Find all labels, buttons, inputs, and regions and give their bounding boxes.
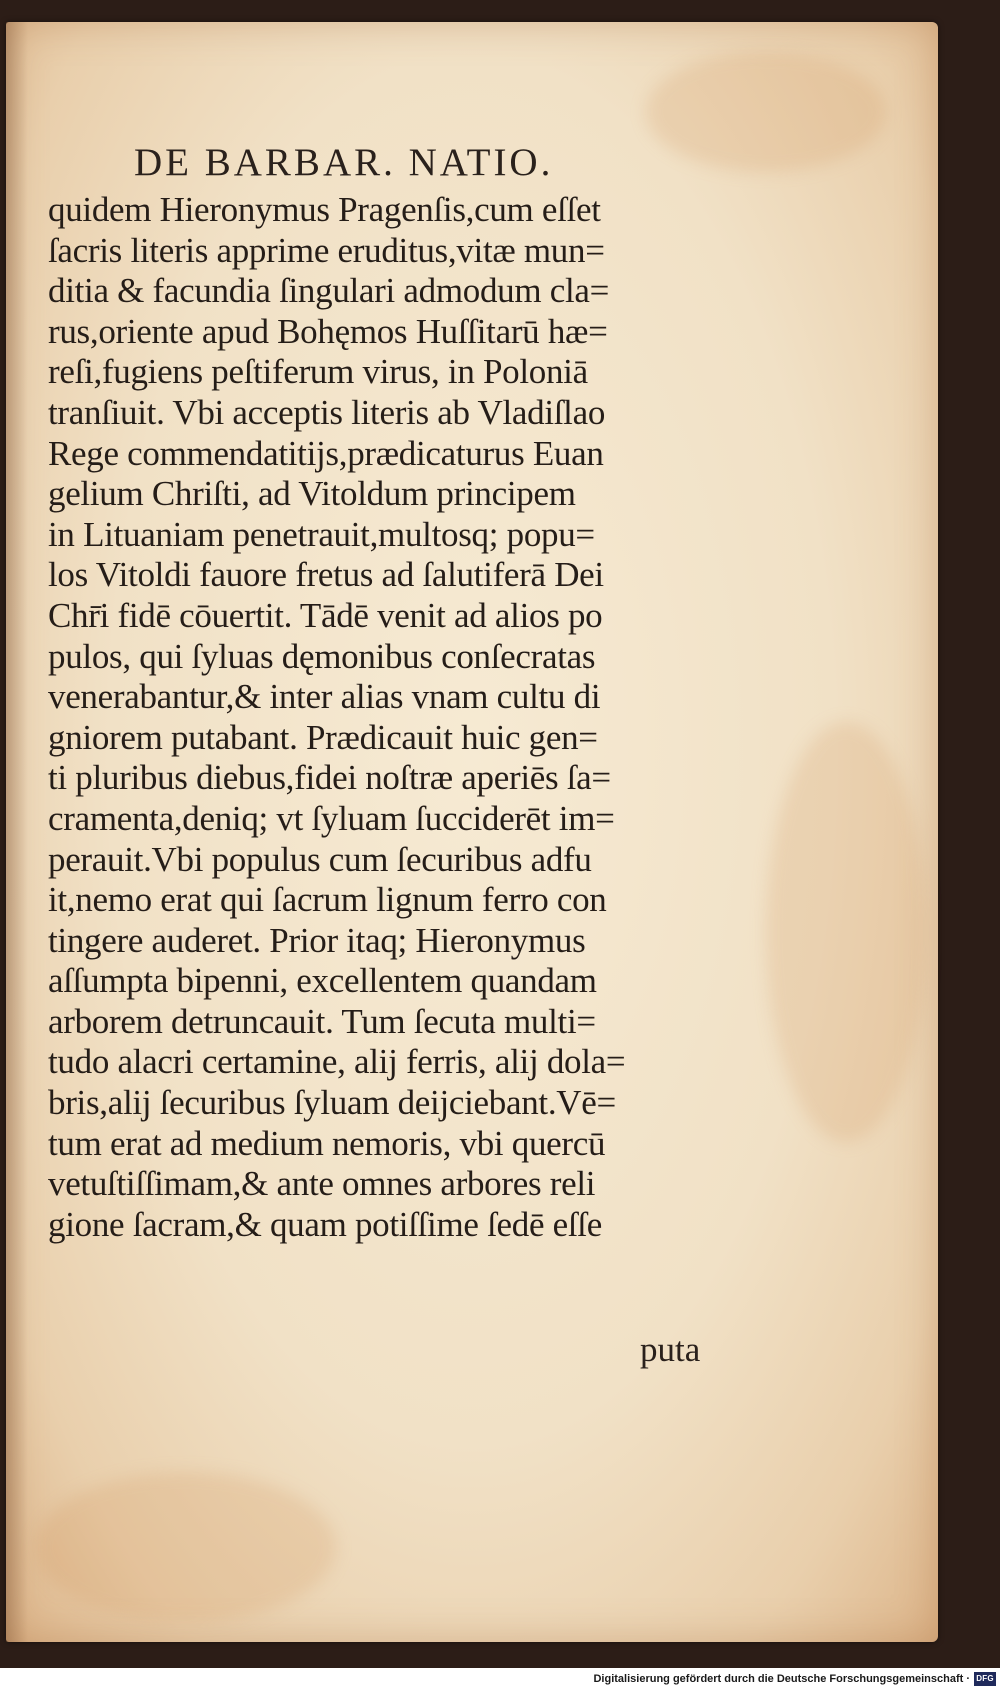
- text-line: tranſiuit. Vbi acceptis literis ab Vladiſlao: [48, 392, 606, 432]
- page-stain: [766, 722, 926, 1142]
- dfg-logo-icon: DFG: [974, 1672, 996, 1686]
- page-stain: [36, 1472, 336, 1622]
- text-line: ditia & facundia ſingulari admodum cla=: [48, 271, 610, 311]
- page-stain: [646, 52, 886, 172]
- text-line: gniorem putabant. Prædicauit huic gen=: [48, 717, 598, 757]
- text-line: arborem detruncauit. Tum ſecuta multi=: [48, 1001, 596, 1041]
- running-head: DE BARBAR. NATIO.: [134, 141, 554, 184]
- catchword: puta: [640, 1330, 701, 1369]
- text-line: reſi,fugiens peſtiferum virus, in Poloniā: [48, 352, 588, 392]
- text-line: tingere auderet. Prior itaq; Hieronymus: [48, 920, 586, 960]
- footer-bar: [0, 1668, 1000, 1694]
- text-line: tudo alacri certamine, alij ferris, alij dola=: [48, 1042, 626, 1082]
- text-line: gelium Chriſti, ad Vitoldum principem: [48, 474, 576, 514]
- text-line: los Vitoldi fauore fretus ad ſalutiferā Dei: [48, 555, 604, 595]
- text-line: vetuſtiſſimam,& ante omnes arbores reli: [48, 1164, 596, 1204]
- text-line: ſacris literis apprime eruditus,vitæ mun=: [48, 230, 605, 270]
- body-text: [48, 190, 728, 1245]
- text-line: pulos, qui ſyluas dęmonibus conſecratas: [48, 636, 596, 676]
- text-line: cramenta,deniq; vt ſyluam ſucciderēt im=: [48, 798, 615, 838]
- text-line: it,nemo erat qui ſacrum lignum ferro con: [48, 880, 607, 920]
- book-page: [6, 22, 938, 1642]
- text-line: aſſumpta bipenni, excellentem quandam: [48, 961, 597, 1001]
- text-line: Chr̄i fidē cōuertit. Tādē venit ad alios po: [48, 595, 603, 635]
- text-line: perauit.Vbi populus cum ſecuribus adfu: [48, 839, 592, 879]
- text-line: tum erat ad medium nemoris, vbi quercū: [48, 1123, 606, 1163]
- text-line: in Lituaniam penetrauit,multosq; popu=: [48, 514, 595, 554]
- funding-credit: Digitalisierung gefördert durch die Deutsche Forschungsgemeinschaft ·: [593, 1673, 970, 1685]
- text-line: quidem Hieronymus Pragenſis,cum eſſet: [48, 190, 601, 229]
- text-line: rus,oriente apud Bohęmos Huſſitarū hæ=: [48, 311, 608, 351]
- text-line: ti pluribus diebus,fidei noſtræ aperiēs ſa=: [48, 758, 611, 798]
- text-line: gione ſacram,& quam potiſſime ſedē eſſe: [48, 1204, 602, 1244]
- text-line: Rege commendatitijs,prædicaturus Euan: [48, 433, 604, 473]
- text-line: bris,alij ſecuribus ſyluam deijciebant.Vē=: [48, 1083, 616, 1123]
- text-line: venerabantur,& inter alias vnam cultu di: [48, 677, 601, 717]
